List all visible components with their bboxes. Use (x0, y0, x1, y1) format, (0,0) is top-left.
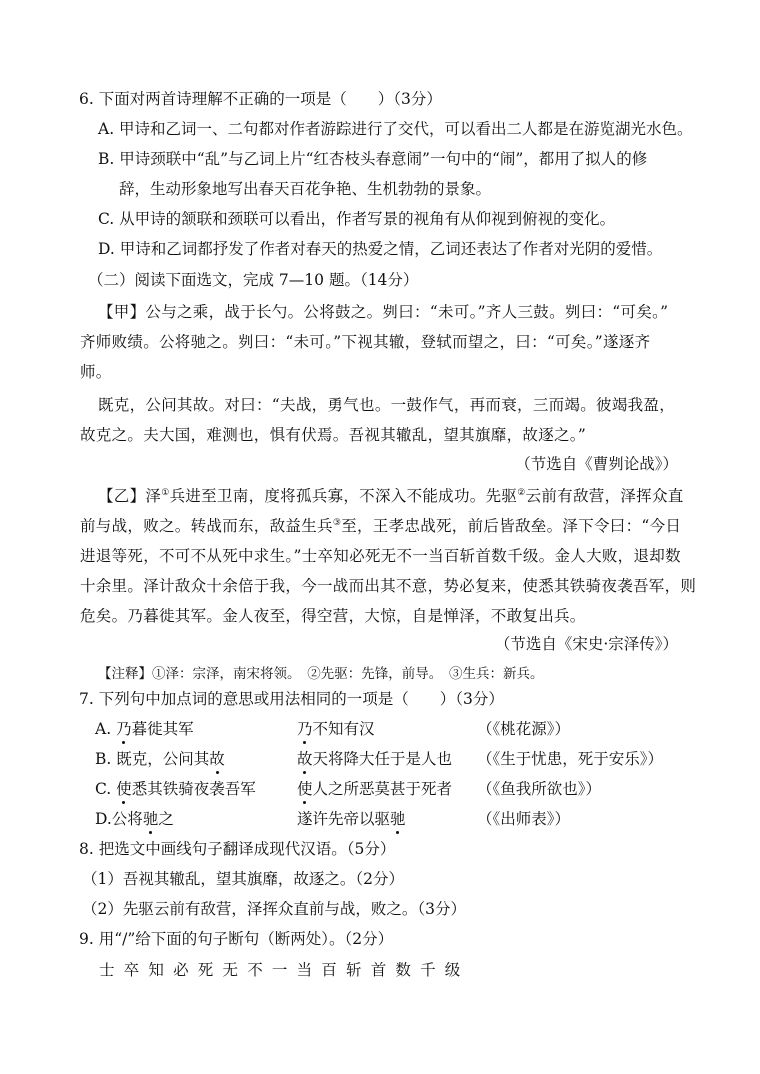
footnote-marker-3: ③ (332, 518, 342, 528)
dotted-char: 乃 (297, 720, 313, 738)
q6-option-a: A. 甲诗和乙词一、二句都对作者游踪进行了交代，可以看出二人都是在游览湖光水色。 (98, 120, 693, 138)
q8-stem: 8. 把选文中画线句子翻译成现代汉语。（5分） (79, 840, 396, 858)
dotted-char: 故 (209, 750, 225, 768)
footnote-marker-2: ② (517, 488, 526, 498)
q7-stem: 7. 下列句中加点词的意思或用法相同的一项是（ ）（3分） (79, 690, 504, 708)
dotted-char: 驰 (390, 810, 406, 828)
yi-passage-line1: 【乙】泽①兵进至卫南，度将孤兵寡，不深入不能成功。先驱②云前有敌营，泽挥众直 (98, 487, 684, 505)
jia-passage-line4: 既克，公问其故。对曰：“夫战，勇气也。一鼓作气，再而衰，三而竭。彼竭我盈， (98, 396, 676, 414)
footnote-marker-1: ① (161, 488, 170, 498)
section-heading: （二）阅读下面选文，完成 7—10 题。（14分） (88, 271, 419, 289)
annotation-note: 【注释】①泽：宗泽，南宋将领。 ②先驱：先锋，前导。 ③生兵：新兵。 (98, 666, 544, 682)
jia-passage-line2: 齐师败绩。公将驰之。刿曰：“未可。”下视其辙，登轼而望之，曰：“可矣。”遂逐齐 (80, 333, 651, 351)
q9-stem: 9. 用“/”给下面的句子断句（断两处）。（2分） (79, 930, 394, 948)
jia-passage-line5: 故克之。夫大国，难测也，惧有伏焉。吾视其辙乱，望其旗靡，故逐之。” (80, 426, 587, 444)
dotted-char: 使 (297, 780, 313, 798)
q9-sentence: 士卒知必死无不一当百斩首数千级 (99, 961, 470, 979)
q8-sentence-1: （1）吾视其辙乱，望其旗靡，故逐之。（2分） (82, 870, 404, 888)
yi-passage-line3: 进退等死，不可不从死中求生。”士卒知必死无不一当百斩首数千级。金人大败，退却数 (80, 547, 681, 565)
yi-passage-line4: 十余里。泽计敌众十余倍于我，今一战而出其不意，势必复来，使悉其铁骑夜袭吾军，则 (80, 577, 697, 595)
q8-sentence-2: （2）先驱云前有敌营，泽挥众直前与战，败之。（3分） (82, 900, 466, 918)
dotted-char: 乃 (116, 720, 132, 738)
q6-stem: 6. 下面对两首诗理解不正确的一项是（ ）（3分） (79, 90, 442, 108)
dotted-char: 使 (116, 780, 132, 798)
yi-passage-line2: 前与战，败之。转战而东，敌益生兵③至，王孝忠战死，前后皆敌垒。泽下令曰：“今日 (80, 517, 682, 535)
jia-source: （节选自《曹刿论战》） (515, 455, 678, 473)
dotted-char: 故 (297, 750, 313, 768)
q6-option-b-line1: B. 甲诗颈联中“乱”与乙词上片“红杏枝头春意闹”一句中的“闹”，都用了拟人的修 (98, 150, 648, 168)
jia-passage-line3: 师。 (80, 363, 112, 381)
q6-option-d: D. 甲诗和乙词都抒发了作者对春天的热爱之情，乙词还表达了作者对光阴的爱惜。 (98, 240, 663, 258)
exam-page: 6. 下面对两首诗理解不正确的一项是（ ）（3分） A. 甲诗和乙词一、二句都对作者游踪进行了交代，可以看出二人都是在游览湖光水色。 B. 甲诗颈联中“乱”与乙词上片“红杏枝头春意闹”一句中的“闹”，都用了拟人的修 辞，生动形象地写出春天百花争艳、生机勃勃的景象。 C. 从甲诗的颔联和颈联可以看出，作者写景的视角有从仰视到俯视的变化。 D. 甲诗和乙词都抒发了作者对春天的热爱之情，乙词还表达了作者对光阴的爱惜。 （二）阅读下面选文，完成 7—10 题。（14分） 【甲】公与之乘，战于长勺。公将鼓之。刿曰：“未可。”齐人三鼓。刿曰：“可矣。” 齐师败绩。公将驰之。刿曰：“未可。”下视其辙，登轼而望之，曰：“可矣。”遂逐齐 师。 既克，公问其故。对曰：“夫战，勇气也。一鼓作气，再而衰，三而竭。彼竭我盈， 故克之。夫大国，难测也，惧有伏焉。吾视其辙乱，望其旗靡，故逐之。” （节选自《曹刿论战》） 【乙】泽①兵进至卫南，度将孤兵寡，不深入不能成功。先驱②云前有敌营，泽挥众直 前与战，败之。转战而东，敌益生兵③至，王孝忠战死，前后皆敌垒。泽下令曰：“今日 进退等死，不可不从死中求生。”士卒知必死无不一当百斩首数千级。金人大败，退却数 十余里。泽计敌众十余倍于我，今一战而出其不意，势必复来，使悉其铁骑夜袭吾军，则 危矣。乃暮徙其军。金人夜至，得空营，大惊，自是惮泽，不敢复出兵。 （节选自《宋史·宗泽传》） 【注释】①泽：宗泽，南宋将领。 ②先驱：先锋，前导。 ③生兵：新兵。 7. 下列句中加点词的意思或用法相同的一项是（ ）（3分） A. 乃暮徙其军 乃不知有汉 （《桃花源》） B. 既克，公问其故 故天将降大任于是人也 （《生于忧患，死于安乐》） C. 使悉其铁骑夜袭吾军 使人之所恶莫甚于死者 （《鱼我所欲也》） D.公将驰之 遂许先帝以驱驰 （《出师表》） 8. 把选文中画线句子翻译成现代汉语。（5分） （1）吾视其辙乱，望其旗靡，故逐之。（2分） （2）先驱云前有敌营，泽挥众直前与战，败之。（3分） 9. 用“/”给下面的句子断句（断两处）。（2分） 士卒知必死无不一当百斩首数千级 (79, 90, 697, 979)
jia-passage-line1: 【甲】公与之乘，战于长勺。公将鼓之。刿曰：“未可。”齐人三鼓。刿曰：“可矣。” (98, 303, 669, 321)
yi-passage-line5: 危矣。乃暮徙其军。金人夜至，得空营，大惊，自是惮泽，不敢复出兵。 (80, 607, 586, 625)
q6-option-b-line2: 辞，生动形象地写出春天百花争艳、生机勃勃的景象。 (119, 180, 492, 198)
dotted-char: 驰 (142, 810, 159, 828)
yi-source: （节选自《宋史·宗泽传》） (494, 635, 678, 653)
q6-option-c: C. 从甲诗的颔联和颈联可以看出，作者写景的视角有从仰视到俯视的变化。 (98, 210, 616, 228)
